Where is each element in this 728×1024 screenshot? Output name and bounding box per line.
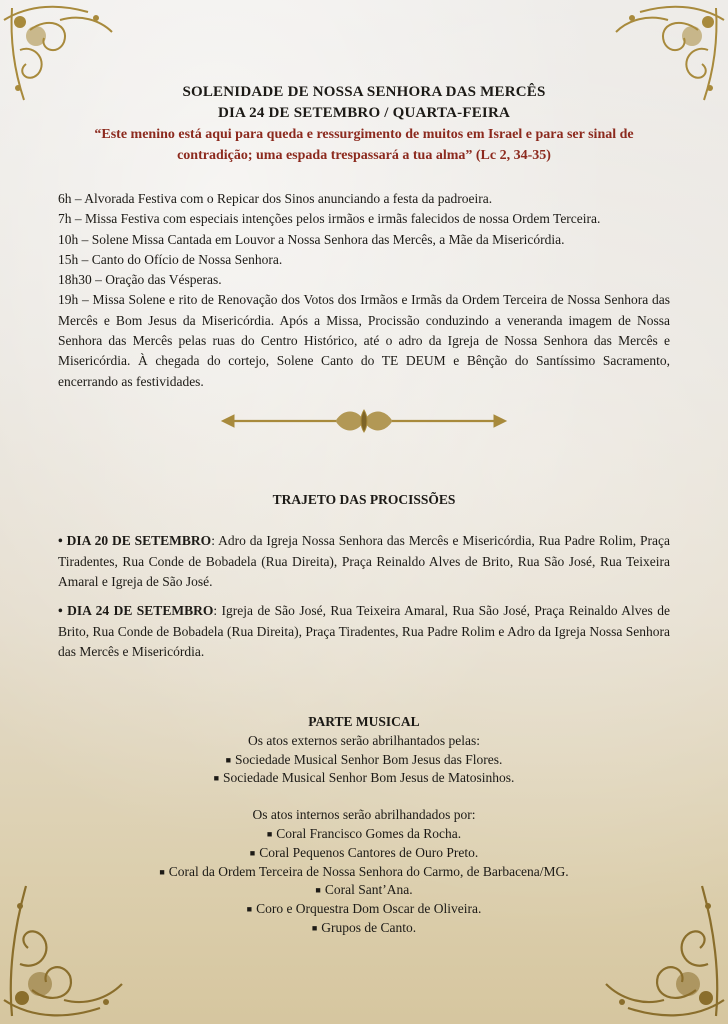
list-item-label: Sociedade Musical Senhor Bom Jesus de Matosinhos. bbox=[223, 770, 515, 786]
procession-date: • DIA 24 DE SETEMBRO bbox=[58, 603, 214, 618]
bullet-icon: ■ bbox=[213, 773, 220, 784]
list-item-label: Coro e Orquestra Dom Oscar de Oliveira. bbox=[256, 901, 482, 917]
title-line-2: DIA 24 DE SETEMBRO / QUARTA-FEIRA bbox=[217, 105, 511, 121]
bullet-icon: ■ bbox=[246, 904, 253, 915]
bullet-icon: ■ bbox=[266, 828, 273, 839]
bullet-icon: ■ bbox=[311, 922, 318, 933]
list-item bbox=[58, 825, 670, 844]
musical-section bbox=[58, 713, 670, 938]
list-item-label: Coral Francisco Gomes da Rocha. bbox=[276, 825, 462, 841]
processions-title: TRAJETO DAS PROCISSÕES bbox=[272, 492, 456, 507]
schedule-item: 6h – Alvorada Festiva com o Repicar dos Sinos anunciando a festa da padroeira. bbox=[58, 191, 493, 206]
bullet-icon: ■ bbox=[249, 847, 256, 858]
schedule-list bbox=[58, 189, 670, 392]
schedule-item: 10h – Solene Missa Cantada em Louvor a Nossa Senhora das Mercês, a Mãe da Misericórdia. bbox=[58, 231, 565, 247]
schedule-item: 15h – Canto do Ofício de Nossa Senhora. bbox=[58, 251, 283, 267]
procession-route: : Adro da Igreja Nossa Senhora das Mercês e Misericórdia, Rua Padre Rolim, Praça Tiradentes, Rua Conde de Bobadela (Rua Direita), Praça Reinaldo Alves de Brito, Rua São José, Rua Teixeira Amaral e Igreja de São José. bbox=[58, 533, 670, 590]
title-line-1: SOLENIDADE DE NOSSA SENHORA DAS MERCÊS bbox=[182, 84, 546, 100]
list-item bbox=[58, 769, 670, 788]
list-item-label: Sociedade Musical Senhor Bom Jesus das Flores. bbox=[235, 751, 503, 767]
internal-intro: Os atos internos serão abrilhandados por: bbox=[252, 807, 476, 823]
list-item-label: Coral Sant’Ana. bbox=[324, 882, 413, 898]
bullet-icon: ■ bbox=[315, 885, 321, 896]
list-item-label: Coral Pequenos Cantores de Ouro Preto. bbox=[259, 844, 479, 860]
procession-item bbox=[58, 531, 670, 593]
procession-item bbox=[58, 601, 670, 663]
procession-route: : Igreja de São José, Rua Teixeira Amaral, Rua São José, Praça Reinaldo Alves de Brito, Rua Conde de Bobadela (Rua Direita), Praça Tiradentes, Rua Padre Rolim e Adro da Igreja Nossa Senhora das Mercês e Misericórdia. bbox=[58, 603, 670, 660]
list-item-label: Coral da Ordem Terceira de Nossa Senhora do Carmo, de Barbacena/MG. bbox=[168, 863, 569, 879]
scripture-quote bbox=[58, 124, 670, 166]
list-item bbox=[58, 900, 670, 919]
external-intro: Os atos externos serão abrilhantados pelas: bbox=[247, 732, 481, 748]
procession-date: • DIA 20 DE SETEMBRO bbox=[58, 533, 212, 548]
page-title bbox=[58, 82, 670, 124]
list-item bbox=[58, 919, 670, 938]
quote-line-2: contradição; uma espada trespassará a tua alma” (Lc 2, 34-35) bbox=[177, 148, 551, 163]
schedule-item: 19h – Missa Solene e rito de Renovação dos Votos dos Irmãos e Irmãs da Ordem Terceira de Nossa Senhora das Mercês e Bom Jesus da Misericórdia. Após a Missa, Procissão conduzindo a veneranda imagem de Nossa Senhora das Mercês pelas ruas do Centro Histórico, até o adro da Igreja de Nossa Senhora das Mercês e Misericórdia. À chegada do cortejo, Solene Canto do TE DEUM e Bênção do Santíssimo Sacramento, encerrando as festividades. bbox=[58, 292, 670, 389]
schedule-item: 7h – Missa Festiva com especiais intenções pelos irmãos e irmãs falecidos de nossa Ordem Terceira. bbox=[58, 211, 601, 227]
musical-title: PARTE MUSICAL bbox=[308, 714, 420, 729]
bullet-icon: ■ bbox=[159, 866, 165, 877]
list-item bbox=[58, 863, 670, 882]
list-item bbox=[58, 844, 670, 863]
quote-line-1: “Este menino está aqui para queda e ressurgimento de muitos em Israel e para ser sinal de bbox=[94, 127, 634, 142]
bullet-icon: ■ bbox=[225, 754, 232, 765]
list-item bbox=[58, 751, 670, 770]
fleuron-divider-icon bbox=[218, 404, 510, 438]
list-item bbox=[58, 881, 670, 900]
schedule-item: 18h30 – Oração das Vésperas. bbox=[58, 272, 222, 288]
list-item-label: Grupos de Canto. bbox=[321, 919, 417, 935]
